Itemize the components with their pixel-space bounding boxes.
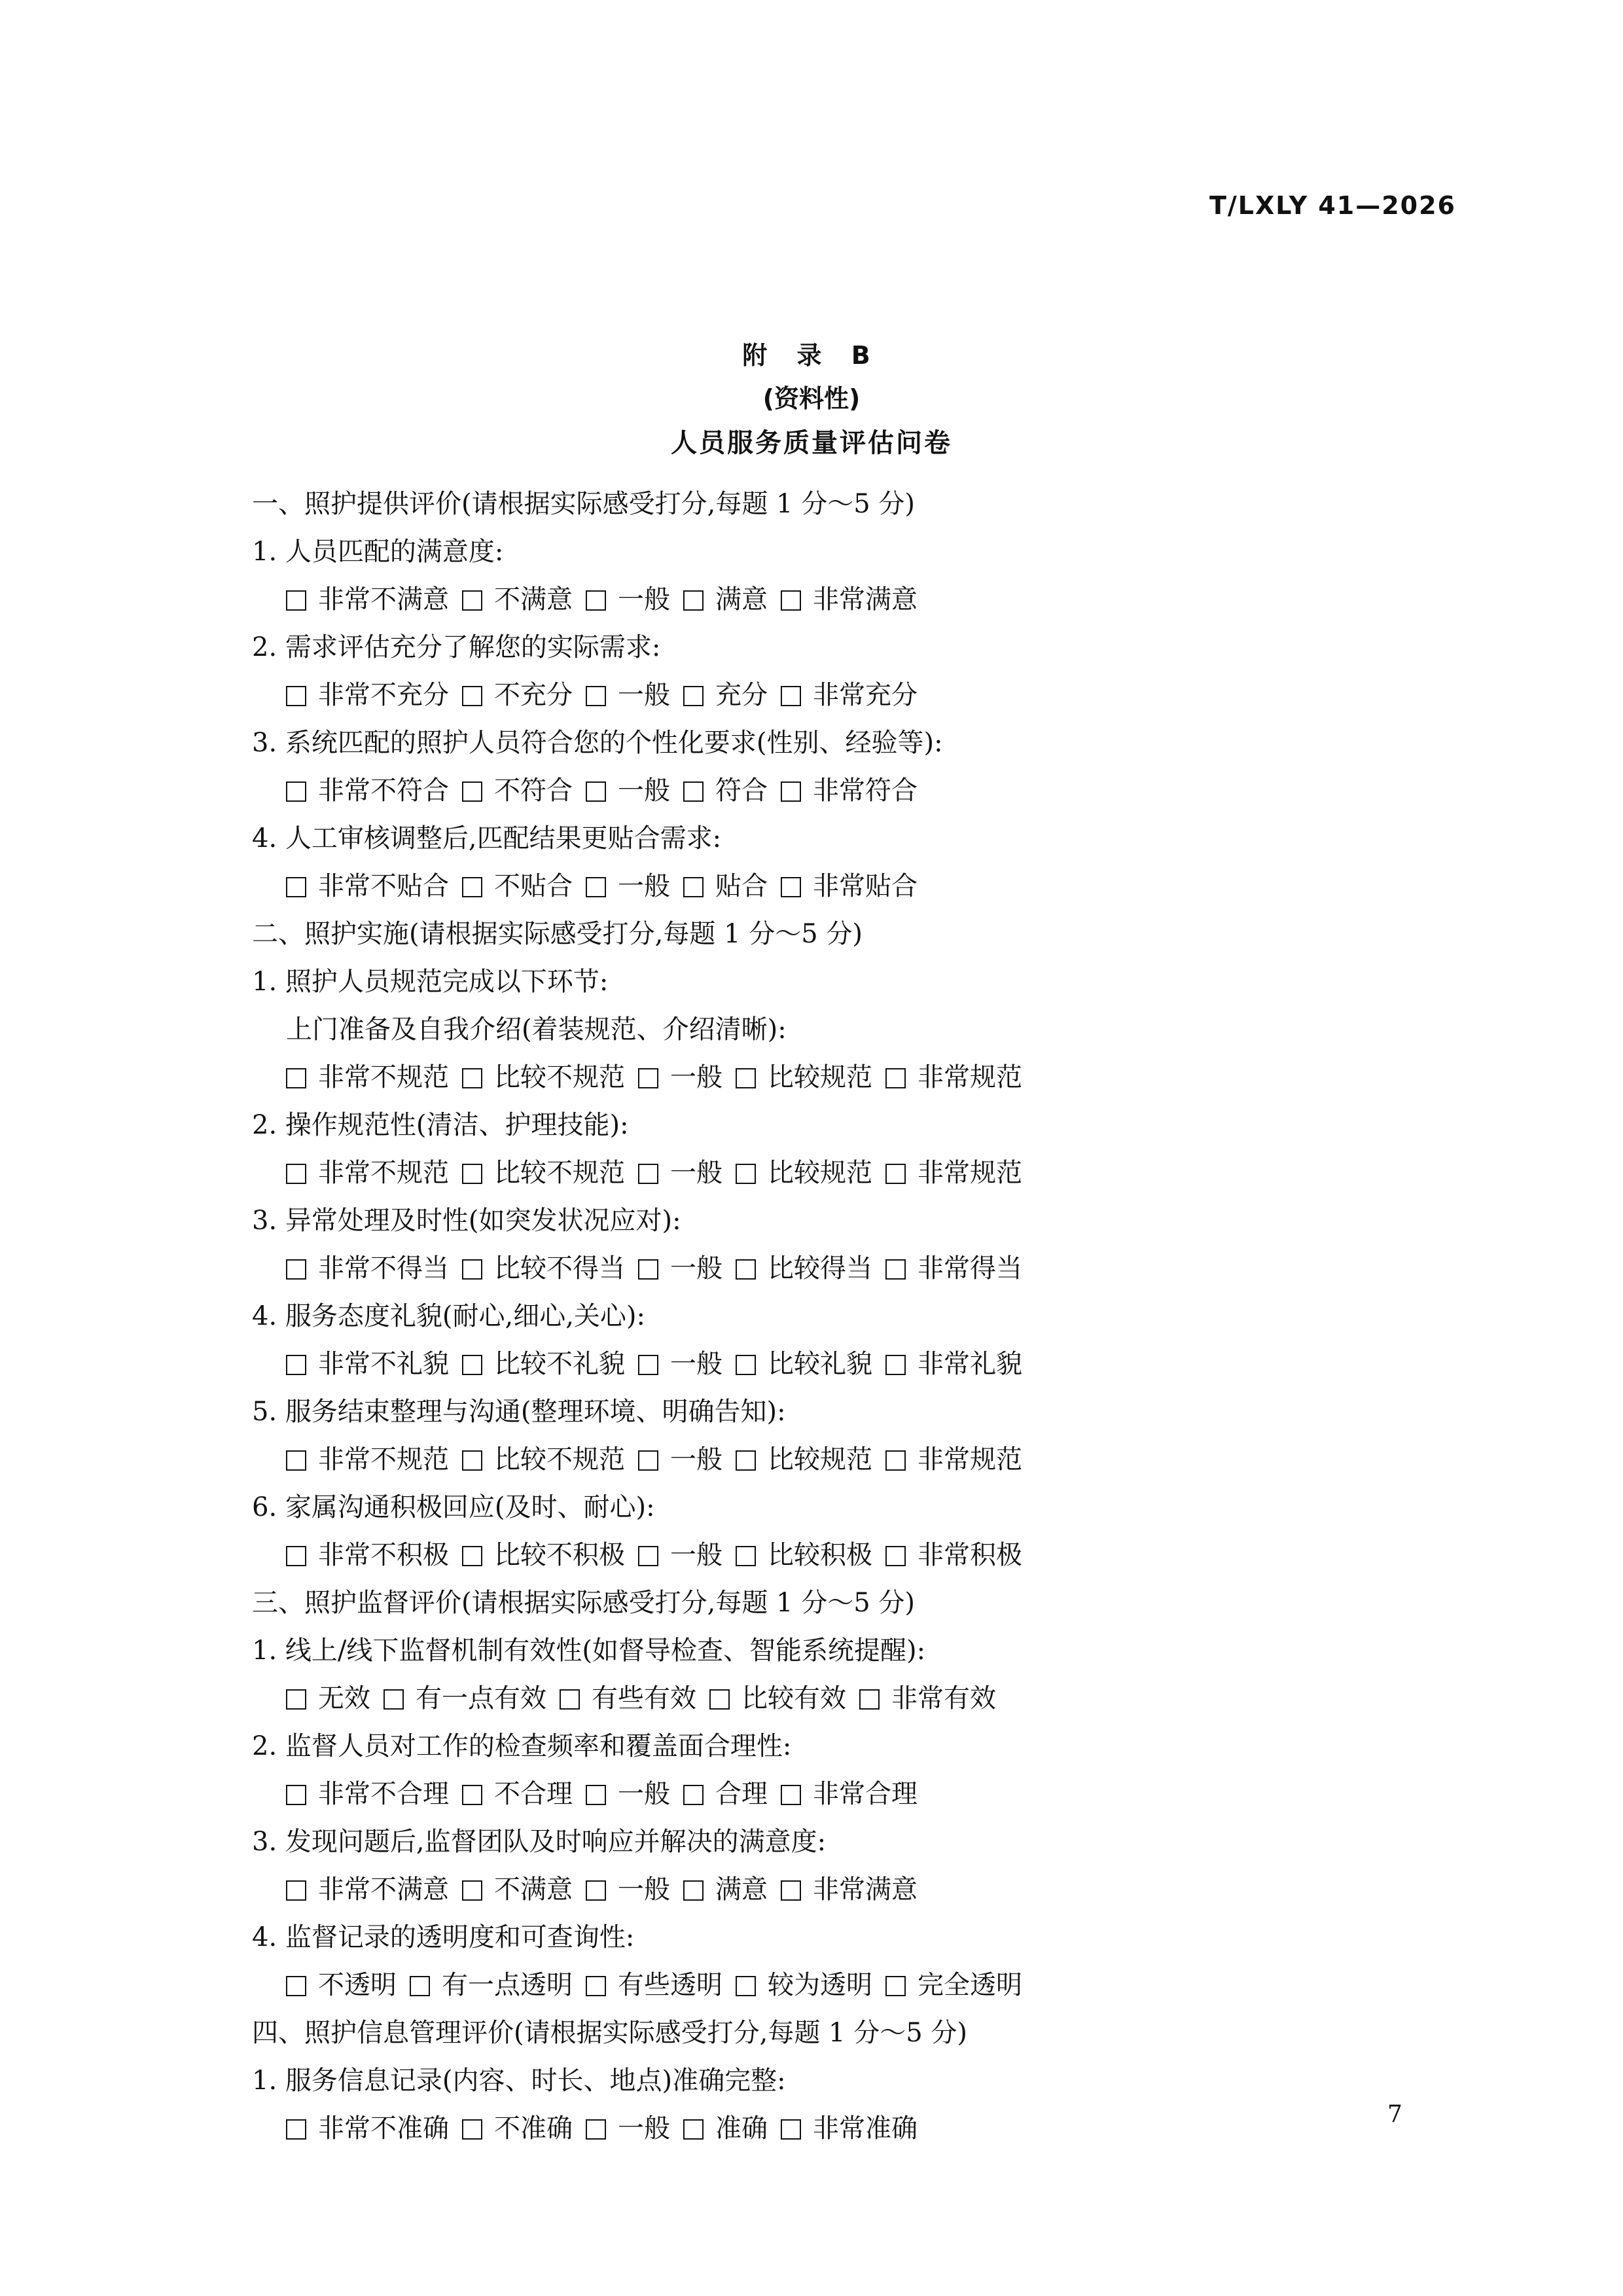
option-label: 不准确 <box>494 2113 573 2144</box>
section-heading: 二、照护实施(请根据实际感受打分,每题 1 分～5 分) <box>252 919 863 949</box>
checkbox-option[interactable] <box>586 1965 722 2005</box>
checkbox-option[interactable] <box>885 1249 1022 1288</box>
checkbox[interactable] <box>286 1259 306 1280</box>
options-row <box>252 1249 1430 1297</box>
checkbox-option[interactable] <box>462 1344 625 1384</box>
checkbox[interactable] <box>286 590 306 611</box>
option-label: 非常不符合 <box>318 776 449 806</box>
standard-code: T/LXLY 41—2026 <box>1209 191 1456 220</box>
checkbox[interactable] <box>462 1546 482 1566</box>
options-row <box>252 1870 1430 1918</box>
option-label: 非常不得当 <box>318 1253 449 1283</box>
option-label: 完全透明 <box>918 1970 1022 2000</box>
checkbox-option[interactable] <box>683 771 768 810</box>
checkbox-option[interactable] <box>736 1249 872 1288</box>
checkbox-option[interactable] <box>736 1440 872 1479</box>
option-label: 符合 <box>715 776 768 806</box>
checkbox-option[interactable] <box>885 1965 1022 2005</box>
checkbox-option[interactable] <box>885 1153 1022 1193</box>
option-label: 不满意 <box>494 1874 573 1905</box>
checkbox[interactable] <box>638 1546 658 1566</box>
checkbox-option[interactable] <box>885 1535 1022 1575</box>
checkbox[interactable] <box>286 1689 306 1710</box>
option-label: 非常不充分 <box>318 680 449 710</box>
option-label: 无效 <box>318 1683 370 1713</box>
option-label: 一般 <box>618 2113 670 2144</box>
option-label: 一般 <box>618 871 670 901</box>
checkbox-option[interactable] <box>462 1058 625 1097</box>
checkbox[interactable] <box>638 1450 658 1471</box>
question-subtext: 上门准备及自我介绍(着装规范、介绍清晰): <box>286 1014 787 1045</box>
checkbox-option[interactable] <box>586 675 670 715</box>
checkbox[interactable] <box>286 1355 306 1375</box>
question-text: 3. 系统匹配的照护人员符合您的个性化要求(性别、经验等): <box>252 728 943 758</box>
checkbox-option[interactable] <box>736 1965 872 2005</box>
checkbox-option[interactable] <box>781 675 918 715</box>
question-text: 6. 家属沟通积极回应(及时、耐心): <box>252 1492 655 1522</box>
checkbox[interactable] <box>885 1976 906 1996</box>
checkbox-option[interactable] <box>736 1058 872 1097</box>
checkbox-option[interactable] <box>638 1344 722 1384</box>
option-label: 不合理 <box>494 1779 573 1809</box>
option-label: 比较不规范 <box>494 1062 625 1092</box>
checkbox[interactable] <box>709 1689 730 1710</box>
checkbox-option[interactable] <box>462 1870 573 1909</box>
question-text: 3. 异常处理及时性(如突发状况应对): <box>252 1206 681 1236</box>
checkbox[interactable] <box>586 2119 606 2140</box>
question-text: 4. 服务态度礼貌(耐心,细心,关心): <box>252 1301 645 1331</box>
checkbox[interactable] <box>286 1785 306 1805</box>
checkbox-option[interactable] <box>638 1058 722 1097</box>
option-label: 非常规范 <box>918 1062 1022 1092</box>
checkbox[interactable] <box>638 1164 658 1184</box>
checkbox[interactable] <box>286 781 306 802</box>
checkbox-option[interactable] <box>586 771 670 810</box>
checkbox-option[interactable] <box>462 1440 625 1479</box>
checkbox[interactable] <box>736 1355 756 1375</box>
checkbox[interactable] <box>736 1259 756 1280</box>
option-label: 不贴合 <box>494 871 573 901</box>
checkbox[interactable] <box>885 1259 906 1280</box>
checkbox-option[interactable] <box>286 1058 449 1097</box>
checkbox-option[interactable] <box>286 1153 449 1193</box>
checkbox[interactable] <box>586 781 606 802</box>
checkbox[interactable] <box>462 1068 482 1088</box>
checkbox[interactable] <box>586 1785 606 1805</box>
checkbox-option[interactable] <box>683 675 768 715</box>
checkbox-option[interactable] <box>586 1774 670 1814</box>
checkbox[interactable] <box>286 1450 306 1471</box>
question-text: 1. 人员匹配的满意度: <box>252 537 504 567</box>
checkbox-option[interactable] <box>709 1679 846 1718</box>
options-row <box>252 1535 1430 1583</box>
checkbox-option[interactable] <box>286 1679 370 1718</box>
option-label: 非常积极 <box>918 1540 1022 1570</box>
checkbox[interactable] <box>683 1880 704 1901</box>
option-label: 比较不礼貌 <box>494 1349 625 1379</box>
checkbox[interactable] <box>736 1450 756 1471</box>
checkbox-option[interactable] <box>781 2109 918 2148</box>
checkbox-option[interactable] <box>286 1344 449 1384</box>
checkbox[interactable] <box>462 781 482 802</box>
questionnaire-body <box>252 484 1430 2157</box>
option-label: 非常不规范 <box>318 1062 449 1092</box>
checkbox[interactable] <box>781 877 801 897</box>
option-label: 非常不合理 <box>318 1779 449 1809</box>
option-label: 一般 <box>670 1444 722 1475</box>
checkbox[interactable] <box>286 1164 306 1184</box>
question-text: 1. 线上/线下监督机制有效性(如督导检查、智能系统提醒): <box>252 1636 926 1666</box>
options-row <box>252 1679 1430 1727</box>
checkbox[interactable] <box>885 1546 906 1566</box>
checkbox-option[interactable] <box>638 1249 722 1288</box>
options-row <box>252 1153 1430 1201</box>
options-row <box>252 1440 1430 1488</box>
questionnaire-title: 人员服务质量评估问卷 <box>671 428 952 458</box>
checkbox[interactable] <box>781 686 801 706</box>
checkbox-option[interactable] <box>683 2109 768 2148</box>
section-heading: 三、照护监督评价(请根据实际感受打分,每题 1 分～5 分) <box>252 1588 915 1618</box>
options-row <box>252 675 1430 723</box>
option-label: 贴合 <box>715 871 768 901</box>
option-label: 一般 <box>618 1874 670 1905</box>
checkbox-option[interactable] <box>586 580 670 619</box>
checkbox-option[interactable] <box>885 1344 1022 1384</box>
checkbox-option[interactable] <box>683 867 768 906</box>
checkbox-option[interactable] <box>410 1965 573 2005</box>
checkbox-option[interactable] <box>286 2109 449 2148</box>
option-label: 比较规范 <box>768 1158 872 1188</box>
page-number: 7 <box>1387 2101 1402 2128</box>
checkbox-option[interactable] <box>462 2109 573 2148</box>
question-text: 1. 服务信息记录(内容、时长、地点)准确完整: <box>252 2066 786 2096</box>
option-label: 非常不规范 <box>318 1158 449 1188</box>
checkbox-option[interactable] <box>781 1774 918 1814</box>
option-label: 比较礼貌 <box>768 1349 872 1379</box>
option-label: 一般 <box>670 1349 722 1379</box>
checkbox-option[interactable] <box>736 1535 872 1575</box>
option-label: 一般 <box>618 584 670 615</box>
option-label: 非常满意 <box>813 1874 918 1905</box>
option-label: 非常规范 <box>918 1158 1022 1188</box>
checkbox-option[interactable] <box>586 867 670 906</box>
checkbox-option[interactable] <box>286 1870 449 1909</box>
question-text: 2. 需求评估充分了解您的实际需求: <box>252 632 661 662</box>
options-row <box>252 867 1430 914</box>
option-label: 非常合理 <box>813 1779 918 1809</box>
section-heading: 四、照护信息管理评价(请根据实际感受打分,每题 1 分～5 分) <box>252 2018 967 2048</box>
options-row <box>252 1344 1430 1392</box>
option-label: 非常不贴合 <box>318 871 449 901</box>
checkbox[interactable] <box>683 877 704 897</box>
checkbox[interactable] <box>781 2119 801 2140</box>
checkbox[interactable] <box>683 590 704 611</box>
checkbox[interactable] <box>736 1164 756 1184</box>
checkbox-option[interactable] <box>683 1870 768 1909</box>
checkbox-option[interactable] <box>781 771 918 810</box>
checkbox[interactable] <box>683 781 704 802</box>
checkbox-option[interactable] <box>736 1153 872 1193</box>
option-label: 非常不礼貌 <box>318 1349 449 1379</box>
option-label: 满意 <box>715 1874 768 1905</box>
options-row <box>252 1058 1430 1105</box>
option-label: 比较不规范 <box>494 1158 625 1188</box>
option-label: 非常不满意 <box>318 1874 449 1905</box>
checkbox[interactable] <box>462 2119 482 2140</box>
checkbox-option[interactable] <box>736 1344 872 1384</box>
option-label: 比较规范 <box>768 1444 872 1475</box>
question-text: 5. 服务结束整理与沟通(整理环境、明确告知): <box>252 1397 786 1427</box>
checkbox-option[interactable] <box>781 1870 918 1909</box>
checkbox[interactable] <box>462 1164 482 1184</box>
checkbox[interactable] <box>462 686 482 706</box>
option-label: 准确 <box>715 2113 768 2144</box>
checkbox-option[interactable] <box>286 1440 449 1479</box>
checkbox[interactable] <box>638 1355 658 1375</box>
checkbox[interactable] <box>781 781 801 802</box>
checkbox-option[interactable] <box>859 1679 996 1718</box>
checkbox-option[interactable] <box>286 580 449 619</box>
options-row <box>252 580 1430 628</box>
checkbox[interactable] <box>586 590 606 611</box>
option-label: 有些有效 <box>592 1683 696 1713</box>
option-label: 比较不规范 <box>494 1444 625 1475</box>
checkbox[interactable] <box>586 1976 606 1996</box>
checkbox[interactable] <box>462 1355 482 1375</box>
option-label: 比较得当 <box>768 1253 872 1283</box>
option-label: 有些透明 <box>618 1970 722 2000</box>
option-label: 比较规范 <box>768 1062 872 1092</box>
checkbox-option[interactable] <box>638 1440 722 1479</box>
checkbox[interactable] <box>286 1068 306 1088</box>
checkbox[interactable] <box>286 1880 306 1901</box>
option-label: 不满意 <box>494 584 573 615</box>
option-label: 不符合 <box>494 776 573 806</box>
checkbox-option[interactable] <box>462 580 573 619</box>
checkbox[interactable] <box>781 1880 801 1901</box>
option-label: 非常不满意 <box>318 584 449 615</box>
checkbox-option[interactable] <box>560 1679 696 1718</box>
option-label: 非常符合 <box>813 776 918 806</box>
checkbox-option[interactable] <box>286 867 449 906</box>
option-label: 一般 <box>670 1540 722 1570</box>
options-row <box>252 2109 1430 2157</box>
checkbox-option[interactable] <box>462 675 573 715</box>
question-text: 2. 操作规范性(清洁、护理技能): <box>252 1110 629 1140</box>
checkbox[interactable] <box>586 877 606 897</box>
option-label: 不透明 <box>318 1970 397 2000</box>
checkbox-option[interactable] <box>885 1440 1022 1479</box>
checkbox-option[interactable] <box>462 1153 625 1193</box>
checkbox[interactable] <box>683 1785 704 1805</box>
checkbox[interactable] <box>560 1689 580 1710</box>
checkbox-option[interactable] <box>286 1249 449 1288</box>
option-label: 合理 <box>715 1779 768 1809</box>
option-label: 非常不准确 <box>318 2113 449 2144</box>
option-label: 一般 <box>618 1779 670 1809</box>
options-row <box>252 1965 1430 2013</box>
option-label: 非常不积极 <box>318 1540 449 1570</box>
option-label: 比较积极 <box>768 1540 872 1570</box>
checkbox[interactable] <box>462 1259 482 1280</box>
checkbox-option[interactable] <box>586 2109 670 2148</box>
question-text: 1. 照护人员规范完成以下环节: <box>252 967 609 997</box>
checkbox[interactable] <box>462 1450 482 1471</box>
option-label: 一般 <box>618 776 670 806</box>
annex-label: 附 录 B <box>742 341 881 370</box>
question-text: 4. 监督记录的透明度和可查询性: <box>252 1922 635 1952</box>
question-text: 4. 人工审核调整后,匹配结果更贴合需求: <box>252 823 722 853</box>
question-text: 3. 发现问题后,监督团队及时响应并解决的满意度: <box>252 1827 827 1857</box>
checkbox[interactable] <box>736 1546 756 1566</box>
checkbox[interactable] <box>410 1976 430 1996</box>
option-label: 非常规范 <box>918 1444 1022 1475</box>
option-label: 非常得当 <box>918 1253 1022 1283</box>
checkbox[interactable] <box>286 1546 306 1566</box>
checkbox[interactable] <box>462 590 482 611</box>
options-row <box>252 1774 1430 1822</box>
checkbox[interactable] <box>638 1068 658 1088</box>
option-label: 充分 <box>715 680 768 710</box>
checkbox[interactable] <box>586 686 606 706</box>
checkbox[interactable] <box>286 877 306 897</box>
checkbox-option[interactable] <box>462 771 573 810</box>
checkbox[interactable] <box>736 1068 756 1088</box>
options-row <box>252 771 1430 819</box>
option-label: 非常准确 <box>813 2113 918 2144</box>
option-label: 非常满意 <box>813 584 918 615</box>
option-label: 比较有效 <box>741 1683 846 1713</box>
checkbox-option[interactable] <box>683 1774 768 1814</box>
checkbox-option[interactable] <box>286 1535 449 1575</box>
checkbox-option[interactable] <box>462 1535 625 1575</box>
section-heading: 一、照护提供评价(请根据实际感受打分,每题 1 分～5 分) <box>252 489 915 519</box>
checkbox-option[interactable] <box>462 867 573 906</box>
checkbox-option[interactable] <box>638 1535 722 1575</box>
checkbox-option[interactable] <box>286 1774 449 1814</box>
checkbox-option[interactable] <box>586 1870 670 1909</box>
checkbox[interactable] <box>638 1259 658 1280</box>
checkbox-option[interactable] <box>885 1058 1022 1097</box>
option-label: 非常礼貌 <box>918 1349 1022 1379</box>
option-label: 一般 <box>618 680 670 710</box>
option-label: 比较不积极 <box>494 1540 625 1570</box>
checkbox[interactable] <box>781 590 801 611</box>
checkbox[interactable] <box>286 1976 306 1996</box>
checkbox-option[interactable] <box>462 1774 573 1814</box>
checkbox[interactable] <box>462 1880 482 1901</box>
option-label: 较为透明 <box>768 1970 872 2000</box>
option-label: 非常有效 <box>891 1683 996 1713</box>
option-label: 有一点透明 <box>442 1970 573 2000</box>
option-label: 非常贴合 <box>813 871 918 901</box>
option-label: 一般 <box>670 1253 722 1283</box>
checkbox[interactable] <box>286 2119 306 2140</box>
option-label: 满意 <box>715 584 768 615</box>
option-label: 一般 <box>670 1062 722 1092</box>
question-text: 2. 监督人员对工作的检查频率和覆盖面合理性: <box>252 1731 792 1761</box>
option-label: 非常充分 <box>813 680 918 710</box>
checkbox[interactable] <box>462 1785 482 1805</box>
option-label: 一般 <box>670 1158 722 1188</box>
checkbox[interactable] <box>683 686 704 706</box>
checkbox-option[interactable] <box>781 580 918 619</box>
checkbox[interactable] <box>885 1068 906 1088</box>
checkbox[interactable] <box>586 1880 606 1901</box>
checkbox-option[interactable] <box>638 1153 722 1193</box>
checkbox-option[interactable] <box>383 1679 546 1718</box>
checkbox[interactable] <box>286 686 306 706</box>
checkbox[interactable] <box>859 1689 880 1710</box>
checkbox-option[interactable] <box>462 1249 625 1288</box>
checkbox-option[interactable] <box>286 771 449 810</box>
checkbox-option[interactable] <box>286 1965 397 2005</box>
checkbox-option[interactable] <box>781 867 918 906</box>
checkbox[interactable] <box>781 1785 801 1805</box>
annex-type: (资料性) <box>762 384 861 413</box>
option-label: 有一点有效 <box>416 1683 546 1713</box>
checkbox[interactable] <box>885 1450 906 1471</box>
checkbox[interactable] <box>683 2119 704 2140</box>
checkbox-option[interactable] <box>683 580 768 619</box>
checkbox[interactable] <box>462 877 482 897</box>
option-label: 不充分 <box>494 680 573 710</box>
checkbox[interactable] <box>885 1164 906 1184</box>
checkbox[interactable] <box>383 1689 404 1710</box>
option-label: 比较不得当 <box>494 1253 625 1283</box>
checkbox-option[interactable] <box>286 675 449 715</box>
option-label: 非常不规范 <box>318 1444 449 1475</box>
checkbox[interactable] <box>885 1355 906 1375</box>
checkbox[interactable] <box>736 1976 756 1996</box>
